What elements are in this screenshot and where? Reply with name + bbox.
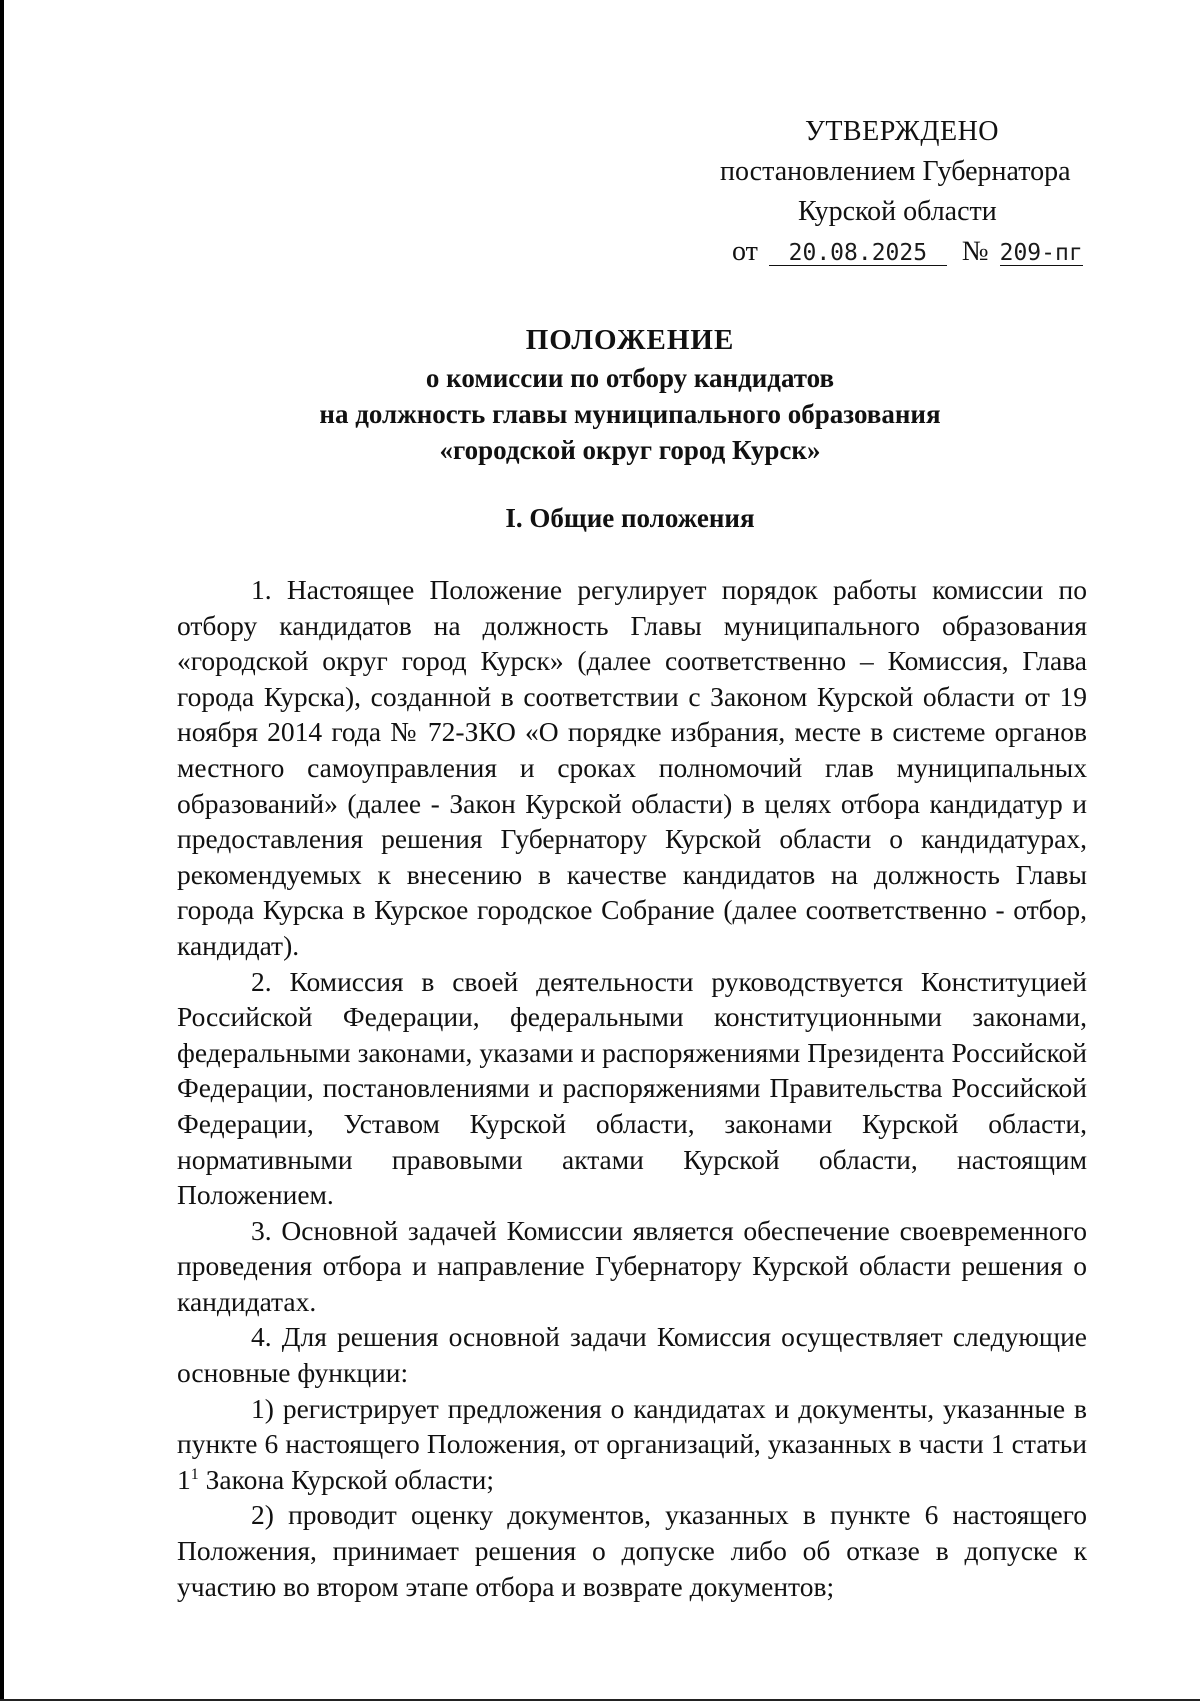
- item-1-text-a: 1) регистрирует предложения о кандидатах и документы, указанные в пункте 6 настоящего Положения, от организаций, указанных в части 1 статьи 1: [177, 1392, 1087, 1495]
- paragraph-4: 4. Для решения основной задачи Комиссия осуществляет следующие основные функции:: [177, 1321, 1087, 1389]
- article-superscript: 1: [190, 1465, 199, 1483]
- approval-authority: постановлением Губернатора: [720, 156, 1071, 187]
- approval-date-line: [720, 232, 1100, 272]
- document-subtitle-line-1: о комиссии по отбору кандидатов: [425, 363, 835, 393]
- paragraph-4-item-2: 2) проводит оценку документов, указанных в пункте 6 настоящего Положения, принимает решения о допуске либо об отказе в допуске к участию во втором этапе отбора и возврате документов;: [177, 1499, 1087, 1602]
- document-title: ПОЛОЖЕНИЕ: [525, 324, 735, 356]
- approval-date: 20.08.2025: [769, 241, 947, 266]
- paragraph-2: 2. Комиссия в своей деятельности руководствуется Конституцией Российской Федерации, федеральными конституционными законами, федеральными законами, указами и распоряжениями Президента Российской Федерации, постановлениями и распоряжениями Правительства Российской Федерации, Уставом Курской области, законами Курской области, нормативными правовыми актами Курской области, настоящим Положением.: [177, 965, 1087, 1211]
- number-sign: №: [961, 236, 989, 267]
- date-prefix: от: [732, 236, 758, 267]
- approval-stamp: УТВЕРЖДЕНО: [805, 116, 1000, 147]
- document-title-block: [0, 322, 1200, 468]
- approval-number: 209-пг: [999, 240, 1083, 266]
- document-body: [177, 572, 1087, 1604]
- paragraph-3: 3. Основной задачей Комиссии является обеспечение своевременного проведения отбора и направление Губернатору Курской области решения о кандидатах.: [177, 1214, 1087, 1317]
- document-subtitle-line-2: на должность главы муниципального образования: [319, 399, 941, 429]
- section-heading: I. Общие положения: [505, 503, 755, 533]
- page-left-edge: [0, 0, 4, 1701]
- item-1-text-b: Закона Курской области;: [198, 1463, 494, 1495]
- approval-region: Курской области: [798, 196, 997, 227]
- paragraph-1: 1. Настоящее Положение регулирует порядок работы комиссии по отбору кандидатов на должность Главы муниципального образования «городской округ город Курск» (далее соответственно – Комиссия, Глава города Курска), созданной в соответствии с Законом Курской области от 19 ноября 2014 года № 72-ЗКО «О порядке избрания, месте в системе органов местного самоуправления и сроках полномочий глав муниципальных образований» (далее - Закон Курской области) в целях отбора кандидатур и предоставления решения Губернатору Курской области о кандидатурах, рекомендуемых к внесению в качестве кандидатов на должность Главы города Курска в Курское городское Собрание (далее соответственно - отбор, кандидат).: [177, 574, 1087, 961]
- paragraph-4-item-1: [177, 1391, 1087, 1498]
- approval-stamp-block: [720, 112, 1100, 272]
- document-subtitle-line-3: «городской округ город Курск»: [439, 435, 821, 465]
